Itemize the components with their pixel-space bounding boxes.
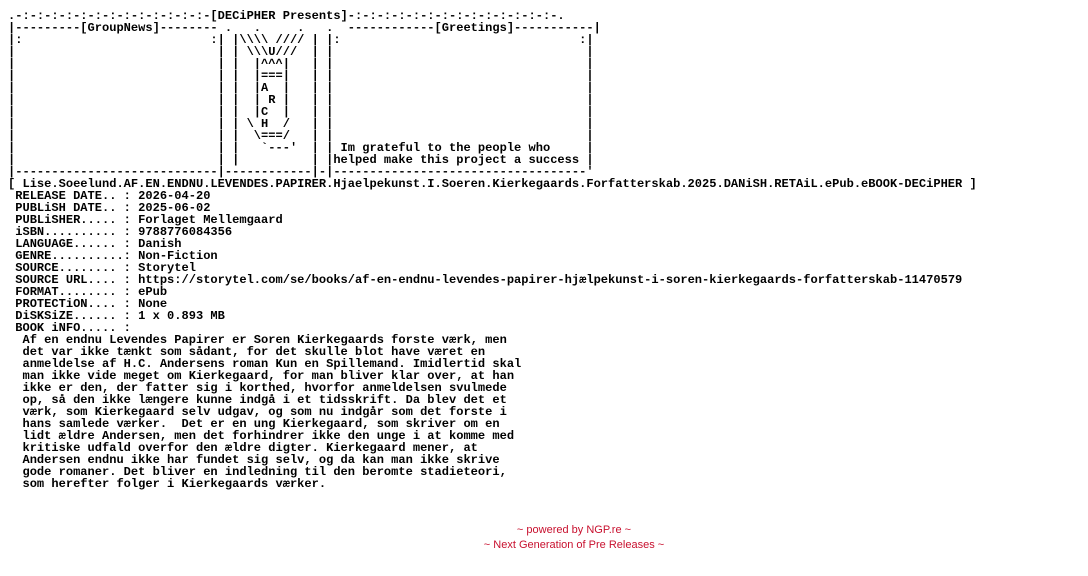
field-value: ePub <box>130 285 168 299</box>
book-info-line: gode romaner. Det bliver en indledning til den beromte stadieteori, <box>8 465 507 479</box>
nfo-text-block <box>8 10 977 490</box>
field-value: None <box>130 297 168 311</box>
book-info-line: op, så den ikke længere kunne indgå i et tidsskrift. Da blev det et <box>8 393 507 407</box>
art-line: | | | `---' | | Im grateful to the people who | <box>8 141 594 155</box>
field-value: Non-Fiction <box>130 249 218 263</box>
art-line: |---------[GroupNews]-------- . . . . ------------[Greetings]-----------| <box>8 21 601 35</box>
tagline-text: ~ Next Generation of Pre Releases ~ <box>483 539 665 551</box>
art-line: .-:-:-:-:-:-:-:-:-:-:-:-:-:-[DECiPHER Presents]-:-:-:-:-:-:-:-:-:-:-:-:-:-:-. <box>8 9 565 23</box>
art-line: | | | |A | | | | <box>8 81 594 95</box>
field-label: LANGUAGE...... : <box>8 237 131 251</box>
book-info-line: hans samlede værker. Det er en ung Kierkegaard, som skriver om en <box>8 417 500 431</box>
book-info-line: man ikke vide meget om Kierkegaard, for man bliver klar over, at han <box>8 369 515 383</box>
field-value: 1 x 0.893 MB <box>130 309 225 323</box>
art-line: |----------------------------|------------|-|-----------------------------------' <box>8 165 594 179</box>
art-line: | | | | |helped make this project a success | <box>8 153 594 167</box>
book-info-line: ikke er den, der fatter sig i korthed, hvorfor anmeldelsen svulmede <box>8 381 507 395</box>
field-label: DiSKSiZE...... : <box>8 309 131 323</box>
book-info-line: det var ikke tænkt som sådant, for det skulle blot have været en <box>8 345 486 359</box>
field-label: iSBN.......... : <box>8 225 131 239</box>
field-label: BOOK iNFO..... : <box>8 321 131 335</box>
book-info-text <box>8 333 521 491</box>
field-value: 9788776084356 <box>130 225 233 239</box>
field-label: SOURCE........ : <box>8 261 131 275</box>
art-line: | | | \\\U/// | | | <box>8 45 594 59</box>
book-info-line: lidt ældre Andersen, men det forhindrer ikke den unge i at komme med <box>8 429 515 443</box>
art-line: |: :| |\\\\ //// | |: :| <box>8 33 594 47</box>
art-line: | | | |===| | | | <box>8 69 594 83</box>
book-info-line: værk, som Kierkegaard selv udgav, og som nu indgår som det forste i <box>8 405 507 419</box>
field-label: PUBLiSHER..... : <box>8 213 131 227</box>
art-line: | | | |^^^| | | | <box>8 57 594 71</box>
field-value: Storytel <box>130 261 196 275</box>
field-value: https://storytel.com/se/books/af-en-endnu-levendes-papirer-hjælpekunst-i-soren-kierkegaards-forfatterskab-11470579 <box>130 273 963 287</box>
field-value: 2026-04-20 <box>130 189 211 203</box>
art-line: | | | | R | | | | <box>8 93 594 107</box>
book-info-line: som herefter folger i Kierkegaards værker. <box>8 477 327 491</box>
book-info-line: Af en endnu Levendes Papirer er Soren Kierkegaards forste værk, men <box>8 333 507 347</box>
field-value: Forlaget Mellemgaard <box>130 213 283 227</box>
book-info-line: kritiske udfald overfor den ældre digter. Kierkegaard mener, at <box>8 441 478 455</box>
field-label: PROTECTiON.... : <box>8 297 131 311</box>
footer <box>0 523 1088 553</box>
release-name: [ Lise.Soeelund.AF.EN.ENDNU.LEVENDES.PAPIRER.Hjaelpekunst.I.Soeren.Kierkegaards.Forfatterskab.2025.DANiSH.RETAiL.ePub.eBOOK-DECiPHER ] <box>8 177 977 191</box>
art-line: | | | \ H / | | | <box>8 117 594 131</box>
field-label: RELEASE DATE.. : <box>8 189 131 203</box>
field-label: PUBLiSH DATE.. : <box>8 201 131 215</box>
field-label: GENRE..........: <box>8 249 131 263</box>
art-line: | | | \===/ | | | <box>8 129 594 143</box>
field-value: Danish <box>130 237 182 251</box>
powered-by-text: ~ powered by NGP.re ~ <box>516 524 632 536</box>
ascii-art-header <box>8 9 601 179</box>
book-info-line: Andersen endnu ikke har fundet sig selv, og da kan man ikke skrive <box>8 453 500 467</box>
art-line: | | | |C | | | | <box>8 105 594 119</box>
field-label: FORMAT........ : <box>8 285 131 299</box>
field-value: 2025-06-02 <box>130 201 211 215</box>
book-info-line: anmeldelse af H.C. Andersens roman Kun en Spillemand. Imidlertid skal <box>8 357 522 371</box>
field-label: SOURCE URL.... : <box>8 273 131 287</box>
